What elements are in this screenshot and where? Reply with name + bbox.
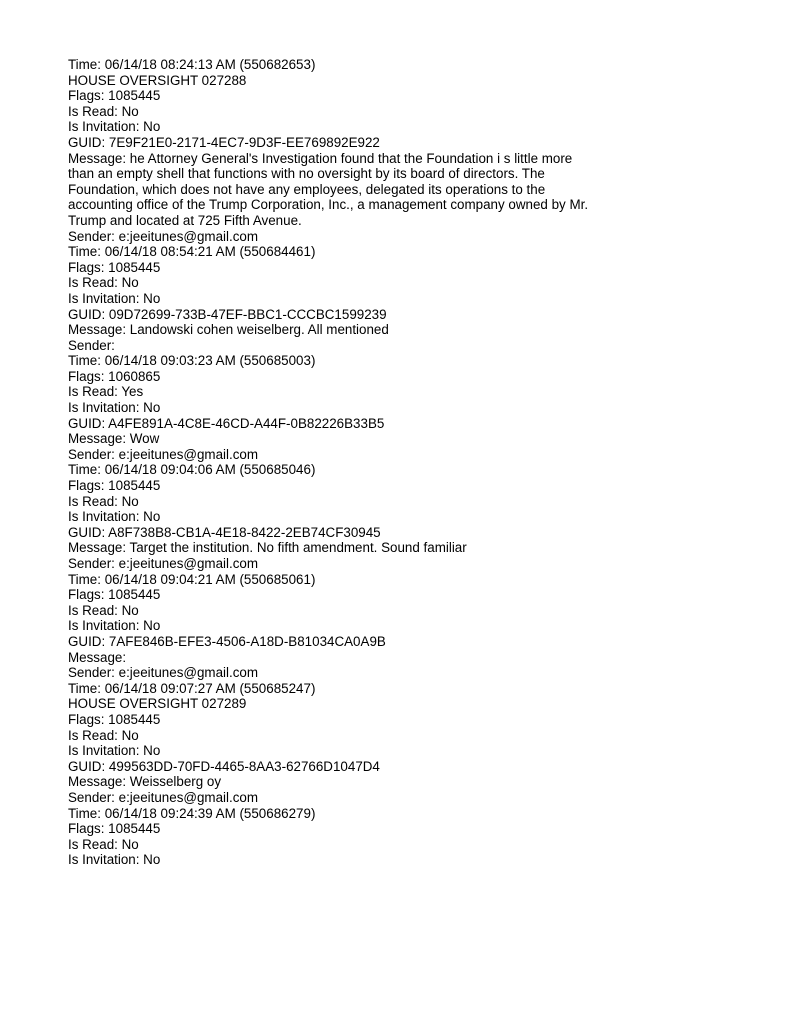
is-invitation-line: Is Invitation: No <box>68 290 161 306</box>
is-invitation-line: Is Invitation: No <box>68 119 161 135</box>
is-read-line: Is Read: No <box>68 602 139 618</box>
time-line: Time: 06/14/18 09:03:23 AM (550685003) <box>68 353 316 369</box>
time-line: Time: 06/14/18 09:24:39 AM (550686279) <box>68 805 316 821</box>
guid-line: GUID: 7AFE846B-EFE3-4506-A18D-B81034CA0A9B <box>68 633 386 649</box>
flags-line: Flags: 1085445 <box>68 478 161 494</box>
flags-line: Flags: 1085445 <box>68 88 161 104</box>
is-invitation-line: Is Invitation: No <box>68 400 161 416</box>
flags-line: Flags: 1085445 <box>68 259 161 275</box>
is-read-line: Is Read: Yes <box>68 384 144 400</box>
message-line: Message: he Attorney General's Investigation found that the Foundation i s little more <box>68 150 573 166</box>
message-line: Message: Landowski cohen weiselberg. All mentioned <box>68 322 389 338</box>
time-line: Time: 06/14/18 09:04:21 AM (550685061) <box>68 571 316 587</box>
is-read-line: Is Read: No <box>68 836 139 852</box>
time-line: Time: 06/14/18 08:54:21 AM (550684461) <box>68 244 316 260</box>
is-read-line: Is Read: No <box>68 493 139 509</box>
message-continuation: accounting office of the Trump Corporation, Inc., a management company owned by Mr. <box>68 197 589 213</box>
bates-stamp: HOUSE OVERSIGHT 027289 <box>68 696 247 712</box>
guid-line: GUID: A8F738B8-CB1A-4E18-8422-2EB74CF30945 <box>68 524 381 540</box>
document-page <box>68 57 758 868</box>
sender-line: Sender: e:jeeitunes@gmail.com <box>68 556 258 571</box>
flags-line: Flags: 1085445 <box>68 821 161 837</box>
guid-line: GUID: 7E9F21E0-2171-4EC7-9D3F-EE769892E922 <box>68 134 380 150</box>
sender-line: Sender: <box>68 337 115 353</box>
is-invitation-line: Is Invitation: No <box>68 618 161 634</box>
message-line: Message: Wow <box>68 431 160 447</box>
message-line: Message: <box>68 649 127 665</box>
sender-line: Sender: e:jeeitunes@gmail.com <box>68 789 258 805</box>
is-invitation-line: Is Invitation: No <box>68 509 161 525</box>
time-line: Time: 06/14/18 09:04:06 AM (550685046) <box>68 462 316 478</box>
bates-stamp: HOUSE OVERSIGHT 027288 <box>68 72 247 88</box>
sender-line: Sender: e:jeeitunes@gmail.com <box>68 446 258 462</box>
guid-line: GUID: A4FE891A-4C8E-46CD-A44F-0B82226B33B5 <box>68 415 385 431</box>
flags-line: Flags: 1085445 <box>68 587 161 603</box>
message-line: Message: Weisselberg oy <box>68 774 222 790</box>
time-line: Time: 06/14/18 08:24:13 AM (550682653) <box>68 57 316 72</box>
sender-line: Sender: e:jeeitunes@gmail.com <box>68 665 258 681</box>
message-line: Message: Target the institution. No fifth amendment. Sound familiar <box>68 540 467 556</box>
message-continuation: than an empty shell that functions with no oversight by its board of directors. The <box>68 166 545 182</box>
guid-line: GUID: 09D72699-733B-47EF-BBC1-CCCBC1599239 <box>68 306 387 322</box>
is-read-line: Is Read: No <box>68 727 139 743</box>
sender-line: Sender: e:jeeitunes@gmail.com <box>68 228 258 244</box>
message-continuation: Trump and located at 725 Fifth Avenue. <box>68 212 302 228</box>
is-read-line: Is Read: No <box>68 103 139 119</box>
is-invitation-line: Is Invitation: No <box>68 743 161 759</box>
message-continuation: Foundation, which does not have any employees, delegated its operations to the <box>68 181 546 197</box>
flags-line: Flags: 1085445 <box>68 711 161 727</box>
flags-line: Flags: 1060865 <box>68 368 161 384</box>
is-invitation-line: Is Invitation: No <box>68 852 161 868</box>
time-line: Time: 06/14/18 09:07:27 AM (550685247) <box>68 680 316 696</box>
is-read-line: Is Read: No <box>68 275 139 291</box>
guid-line: GUID: 499563DD-70FD-4465-8AA3-62766D1047D4 <box>68 758 380 774</box>
